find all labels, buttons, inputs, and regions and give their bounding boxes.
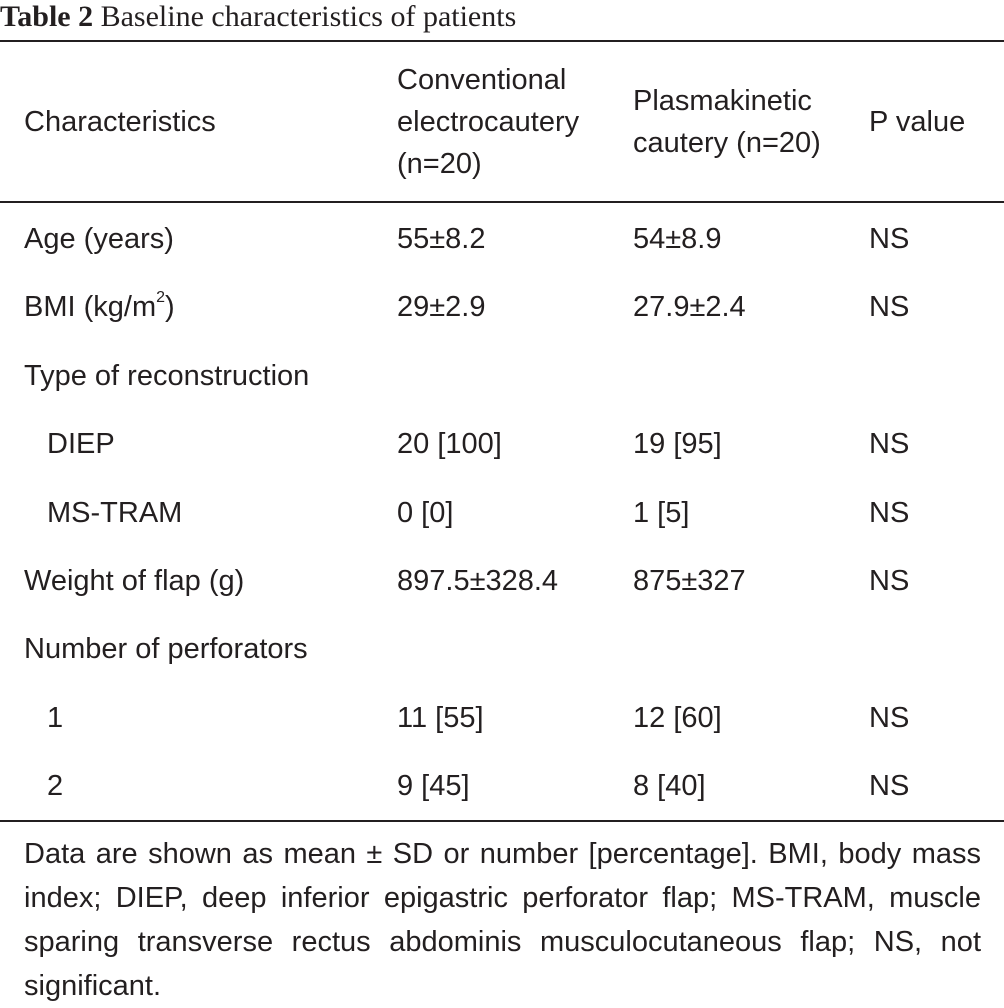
table-caption xyxy=(0,0,516,40)
table-label: Table 2 xyxy=(0,0,94,33)
row-conventional: 55±8.2 xyxy=(397,223,486,255)
section-label: Type of reconstruction xyxy=(24,359,310,392)
row-p-value: NS xyxy=(869,428,910,461)
table-footnote: Data are shown as mean ± SD or number [percentage]. BMI, body mass index; DIEP, deep inferior epigastric perforator flap; MS-TRAM, muscle sparing transverse rectus abdominis musculocutaneous flap; NS, not significant. xyxy=(24,838,981,1002)
row-label-superscript: 2 xyxy=(156,289,166,307)
row-label: Weight of flap (g) xyxy=(24,564,245,597)
row-p-value: NS xyxy=(869,564,910,597)
row-p-value: NS xyxy=(869,496,910,529)
row-plasmakinetic: 12 [60] xyxy=(633,701,722,734)
row-plasmakinetic: 875±327 xyxy=(633,564,746,597)
row-conventional: 11 [55] xyxy=(397,701,484,734)
header-conventional-line1: Conventional xyxy=(397,63,567,96)
bottom-rule xyxy=(0,820,1004,822)
header-plasmakinetic-line2: cautery (n=20) xyxy=(633,126,821,159)
header-plasmakinetic xyxy=(633,42,863,201)
row-p-value: NS xyxy=(869,770,910,803)
table-row xyxy=(0,750,1004,818)
row-label: 1 xyxy=(47,701,64,734)
header-conventional-line3: (n=20) xyxy=(397,147,482,180)
table-row xyxy=(0,682,1004,750)
row-plasmakinetic: 19 [95] xyxy=(633,428,722,461)
table-header-row xyxy=(0,42,1004,201)
row-p-value: NS xyxy=(869,701,910,734)
header-plasmakinetic-line1: Plasmakinetic xyxy=(633,84,812,117)
row-plasmakinetic: 27.9±2.4 xyxy=(633,291,746,324)
table-row xyxy=(0,545,1004,613)
header-characteristics xyxy=(24,42,216,201)
table-row xyxy=(0,477,1004,545)
row-conventional: 29±2.9 xyxy=(397,291,486,324)
row-plasmakinetic: 8 [40] xyxy=(633,770,706,803)
header-p-value xyxy=(869,42,965,201)
table-section-row xyxy=(0,613,1004,681)
row-label: DIEP xyxy=(47,428,115,461)
row-label: Age (years) xyxy=(24,223,174,255)
row-plasmakinetic: 1 [5] xyxy=(633,496,690,529)
row-label xyxy=(24,271,175,339)
row-p-value: NS xyxy=(869,291,910,324)
header-characteristics-text: Characteristics xyxy=(24,105,216,138)
section-label: Number of perforators xyxy=(24,633,308,666)
table-row xyxy=(0,408,1004,476)
row-plasmakinetic: 54±8.9 xyxy=(633,223,722,255)
table-body xyxy=(0,203,1004,819)
row-conventional: 20 [100] xyxy=(397,428,502,461)
row-label: MS-TRAM xyxy=(47,496,183,529)
row-conventional: 897.5±328.4 xyxy=(397,564,559,597)
table-row xyxy=(0,203,1004,271)
row-conventional: 9 [45] xyxy=(397,770,470,803)
row-label: 2 xyxy=(47,770,64,803)
header-conventional-line2: electrocautery xyxy=(397,105,580,138)
row-p-value: NS xyxy=(869,223,910,255)
header-p-value-text: P value xyxy=(869,105,966,138)
table-title: Baseline characteristics of patients xyxy=(100,0,517,33)
row-label-close: ) xyxy=(165,291,175,324)
table-row xyxy=(0,271,1004,339)
table-section-row xyxy=(0,340,1004,408)
row-label-text: BMI (kg/m xyxy=(24,291,157,324)
header-conventional xyxy=(397,42,625,201)
row-conventional: 0 [0] xyxy=(397,496,454,529)
